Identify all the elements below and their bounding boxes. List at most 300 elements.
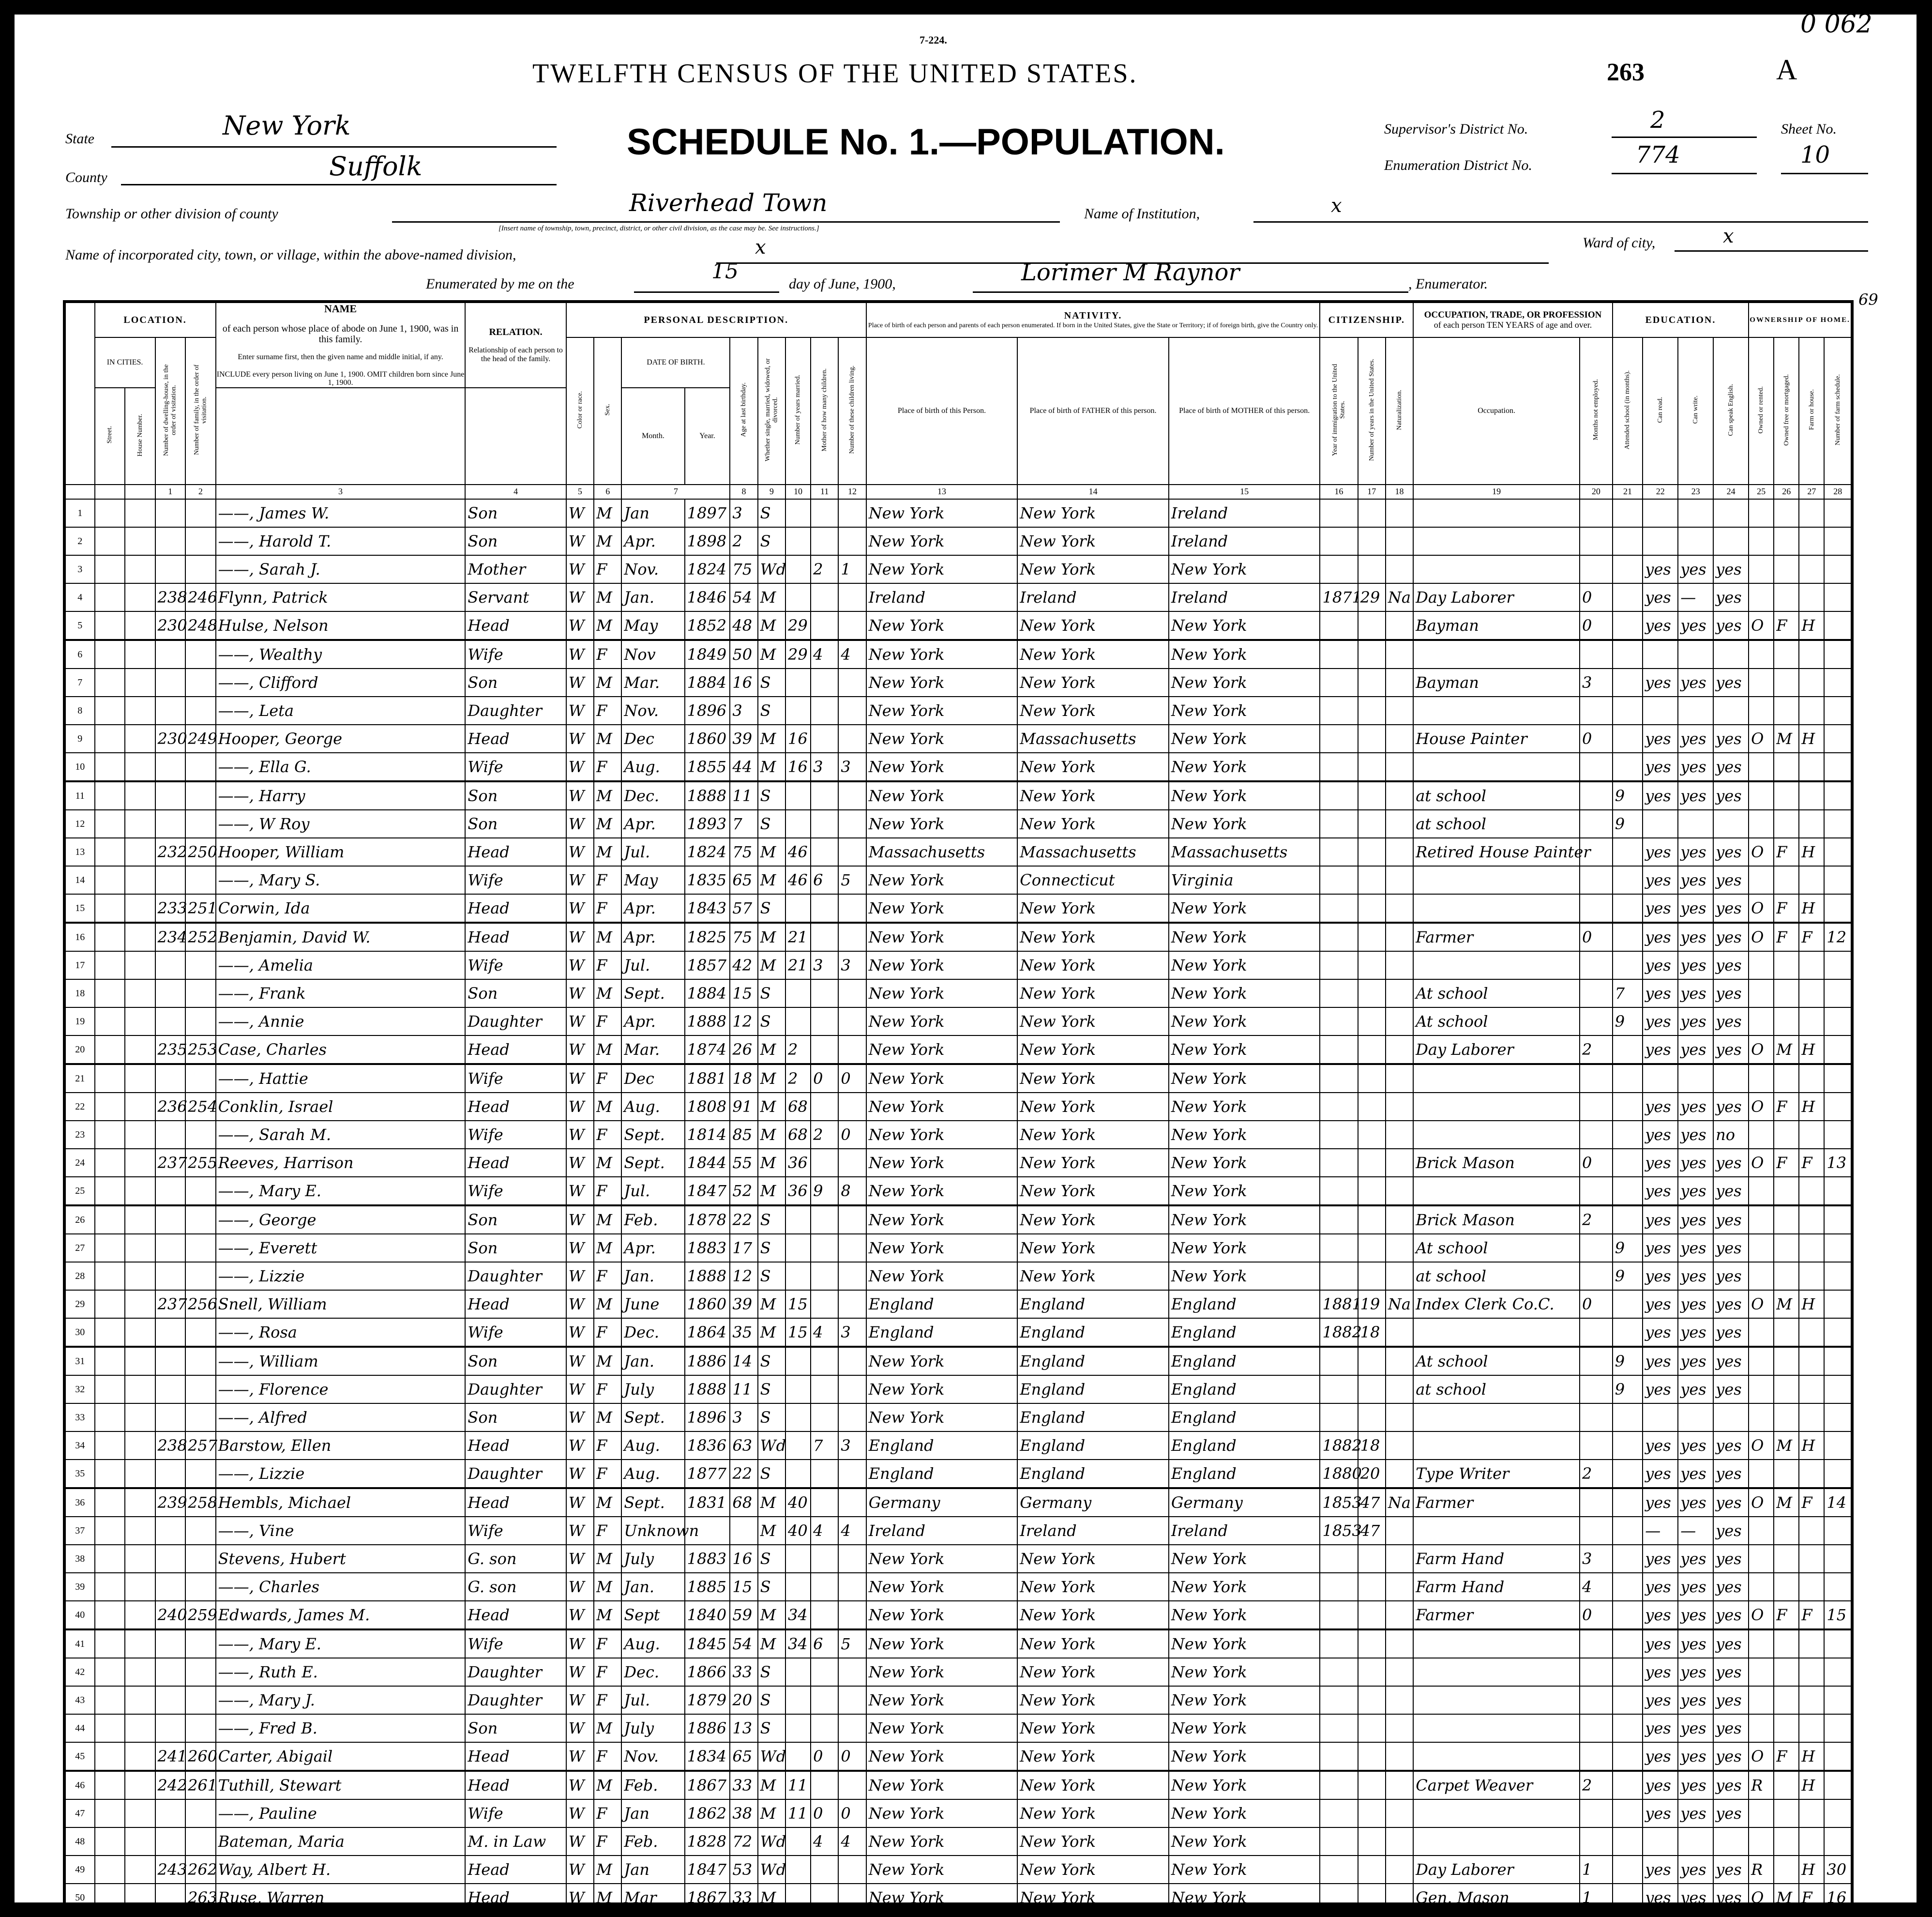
birth-month-cell: Apr. bbox=[621, 1007, 684, 1035]
relation-cell: Wife bbox=[465, 1799, 566, 1827]
sex-cell: M bbox=[594, 1149, 621, 1177]
family-number-cell: 248 bbox=[185, 611, 216, 640]
house-number-cell bbox=[125, 1347, 155, 1375]
years-married-cell: 21 bbox=[785, 951, 811, 979]
years-us-header: Number of years in the United States. bbox=[1368, 359, 1375, 461]
marital-status-cell: M bbox=[758, 866, 785, 894]
county-label: County bbox=[65, 169, 107, 185]
years-married-cell bbox=[785, 894, 811, 923]
naturalization-cell bbox=[1386, 640, 1413, 669]
immigration-year-cell: 1871 bbox=[1320, 583, 1358, 611]
farm-schedule-cell bbox=[1824, 866, 1852, 894]
farm-schedule-cell bbox=[1824, 1375, 1852, 1403]
birth-month-cell: Dec. bbox=[621, 1318, 684, 1347]
mother-of-cell bbox=[811, 1714, 838, 1742]
birthplace-father-cell: New York bbox=[1017, 640, 1169, 669]
birth-father-header: Place of birth of FATHER of this person. bbox=[1017, 337, 1169, 485]
immigration-year-cell: 1882 bbox=[1320, 1318, 1358, 1347]
mother-of-cell: 3 bbox=[811, 951, 838, 979]
birthplace-father-cell: New York bbox=[1017, 951, 1169, 979]
farm-schedule-cell bbox=[1824, 697, 1852, 725]
person-name-cell: ——, Mary E. bbox=[216, 1177, 466, 1205]
color-cell: W bbox=[566, 1262, 594, 1290]
owned-rented-cell: O bbox=[1749, 1149, 1774, 1177]
immigration-year-cell: 1853 bbox=[1320, 1517, 1358, 1545]
dwelling-number-cell bbox=[155, 1347, 186, 1375]
marital-status-cell: S bbox=[758, 697, 785, 725]
sex-cell: M bbox=[594, 1347, 621, 1375]
birthplace-father-cell: New York bbox=[1017, 1035, 1169, 1064]
immigration-year-cell bbox=[1320, 1658, 1358, 1686]
birthplace-mother-cell: New York bbox=[1169, 1629, 1320, 1658]
table-row bbox=[64, 810, 1852, 838]
mother-of-cell bbox=[811, 611, 838, 640]
months-not-employed-cell bbox=[1580, 1488, 1613, 1517]
birth-month-cell: Dec bbox=[621, 1064, 684, 1093]
naturalization-cell bbox=[1386, 725, 1413, 753]
attended-school-cell: 9 bbox=[1613, 810, 1643, 838]
can-read-cell: yes bbox=[1643, 583, 1678, 611]
attended-school-cell bbox=[1613, 1205, 1643, 1234]
person-name-cell: Benjamin, David W. bbox=[216, 923, 466, 951]
age-cell: 14 bbox=[730, 1347, 757, 1375]
years-married-cell bbox=[785, 1686, 811, 1714]
age-cell: 57 bbox=[730, 894, 757, 923]
line-number: 44 bbox=[64, 1714, 95, 1742]
line-number: 7 bbox=[64, 669, 95, 697]
birth-year-cell: 1888 bbox=[685, 1007, 730, 1035]
house-number-cell bbox=[125, 527, 155, 555]
birthplace-mother-cell: New York bbox=[1169, 810, 1320, 838]
page-number: 263 bbox=[1607, 59, 1645, 86]
table-row bbox=[64, 1121, 1852, 1149]
age-cell: 39 bbox=[730, 725, 757, 753]
free-mortgaged-cell bbox=[1774, 1827, 1799, 1856]
occupation-cell: At school bbox=[1413, 1007, 1580, 1035]
birth-month-cell: Sept. bbox=[621, 1403, 684, 1431]
line-number: 9 bbox=[64, 725, 95, 753]
birthplace-father-cell: New York bbox=[1017, 1686, 1169, 1714]
marital-status-cell: Wd bbox=[758, 1431, 785, 1460]
can-write-cell: yes bbox=[1678, 1318, 1713, 1347]
relation-cell: Daughter bbox=[465, 1460, 566, 1488]
dwelling-number-cell bbox=[155, 697, 186, 725]
sex-cell: F bbox=[594, 1742, 621, 1771]
person-name-cell: ——, Mary J. bbox=[216, 1686, 466, 1714]
naturalization-cell bbox=[1386, 1318, 1413, 1347]
line-number: 22 bbox=[64, 1093, 95, 1121]
attended-school-cell bbox=[1613, 753, 1643, 781]
birth-month-cell: Apr. bbox=[621, 527, 684, 555]
age-cell: 16 bbox=[730, 1545, 757, 1573]
birthplace-father-cell: England bbox=[1017, 1347, 1169, 1375]
sex-cell: F bbox=[594, 1827, 621, 1856]
relation-cell: Wife bbox=[465, 1629, 566, 1658]
children-living-cell bbox=[838, 499, 866, 527]
family-number-cell: 257 bbox=[185, 1431, 216, 1460]
naturalization-cell bbox=[1386, 1827, 1413, 1856]
marital-status-cell: S bbox=[758, 1205, 785, 1234]
naturalization-cell bbox=[1386, 1629, 1413, 1658]
children-living-cell: 3 bbox=[838, 1318, 866, 1347]
street-cell bbox=[95, 697, 125, 725]
person-name-cell: Ruse, Warren bbox=[216, 1884, 466, 1913]
farm-house-cell bbox=[1799, 697, 1824, 725]
immigration-year-cell bbox=[1320, 1347, 1358, 1375]
children-living-cell bbox=[838, 725, 866, 753]
line-number: 40 bbox=[64, 1601, 95, 1629]
years-married-cell bbox=[785, 1545, 811, 1573]
mother-of-cell bbox=[811, 669, 838, 697]
dwelling-number-cell bbox=[155, 1686, 186, 1714]
family-number-cell bbox=[185, 1573, 216, 1601]
age-cell: 55 bbox=[730, 1149, 757, 1177]
family-number-cell bbox=[185, 669, 216, 697]
birthplace-father-cell: New York bbox=[1017, 1093, 1169, 1121]
attended-school-cell bbox=[1613, 1573, 1643, 1601]
years-married-cell: 11 bbox=[785, 1771, 811, 1799]
free-mortgaged-cell bbox=[1774, 1347, 1799, 1375]
years-in-us-cell bbox=[1358, 1121, 1386, 1149]
birth-year-cell: 1825 bbox=[685, 923, 730, 951]
years-in-us-cell bbox=[1358, 1375, 1386, 1403]
birth-year-cell: 1883 bbox=[685, 1234, 730, 1262]
street-cell bbox=[95, 1262, 125, 1290]
years-in-us-cell bbox=[1358, 1545, 1386, 1573]
owned-rented-cell bbox=[1749, 1064, 1774, 1093]
naturalization-cell bbox=[1386, 838, 1413, 866]
birth-month-cell: Unknown bbox=[621, 1517, 684, 1545]
line-number: 20 bbox=[64, 1035, 95, 1064]
attended-school-cell bbox=[1613, 1686, 1643, 1714]
free-mortgaged-cell bbox=[1774, 1856, 1799, 1884]
occupation-cell bbox=[1413, 697, 1580, 725]
farm-house-cell: H bbox=[1799, 611, 1824, 640]
table-row bbox=[64, 1234, 1852, 1262]
birth-month-cell: Apr. bbox=[621, 810, 684, 838]
can-write-cell: yes bbox=[1678, 1742, 1713, 1771]
marital-status-cell: M bbox=[758, 1629, 785, 1658]
birth-mother-header: Place of birth of MOTHER of this person. bbox=[1169, 337, 1320, 485]
farm-schedule-cell: 16 bbox=[1824, 1884, 1852, 1913]
person-name-cell: ——, Alfred bbox=[216, 1403, 466, 1431]
years-in-us-cell bbox=[1358, 1149, 1386, 1177]
marital-status-cell: M bbox=[758, 1064, 785, 1093]
occupation-cell: Farm Hand bbox=[1413, 1573, 1580, 1601]
farm-house-cell bbox=[1799, 583, 1824, 611]
farm-house-cell bbox=[1799, 1686, 1824, 1714]
farm-schedule-cell bbox=[1824, 1035, 1852, 1064]
birthplace-person-cell: Massachusetts bbox=[866, 838, 1018, 866]
years-married-cell: 36 bbox=[785, 1149, 811, 1177]
can-write-cell: yes bbox=[1678, 555, 1713, 583]
house-number-cell bbox=[125, 1177, 155, 1205]
mother-of-cell bbox=[811, 1347, 838, 1375]
birthplace-person-cell: New York bbox=[866, 1149, 1018, 1177]
can-read-cell: yes bbox=[1643, 1035, 1678, 1064]
farm-schedule-cell bbox=[1824, 555, 1852, 583]
line-number: 23 bbox=[64, 1121, 95, 1149]
farm-schedule-cell bbox=[1824, 1121, 1852, 1149]
months-not-employed-cell bbox=[1580, 1121, 1613, 1149]
years-married-cell bbox=[785, 810, 811, 838]
occupation-cell: At school bbox=[1413, 1234, 1580, 1262]
birth-month-cell: Jan bbox=[621, 499, 684, 527]
line-number: 31 bbox=[64, 1347, 95, 1375]
mother-of-cell bbox=[811, 1601, 838, 1629]
occupation-cell: Type Writer bbox=[1413, 1460, 1580, 1488]
farm-house-cell bbox=[1799, 1799, 1824, 1827]
immigration-year-cell bbox=[1320, 1573, 1358, 1601]
months-not-employed-cell bbox=[1580, 1262, 1613, 1290]
years-married-cell bbox=[785, 1658, 811, 1686]
birth-month-cell: Aug. bbox=[621, 1629, 684, 1658]
line-number: 49 bbox=[64, 1856, 95, 1884]
line-number: 42 bbox=[64, 1658, 95, 1686]
naturalization-cell bbox=[1386, 499, 1413, 527]
owned-rented-cell: O bbox=[1749, 1488, 1774, 1517]
house-number-cell bbox=[125, 697, 155, 725]
street-cell bbox=[95, 810, 125, 838]
family-number-cell: 254 bbox=[185, 1093, 216, 1121]
free-mortgaged-cell: F bbox=[1774, 1149, 1799, 1177]
owned-rented-cell: O bbox=[1749, 1290, 1774, 1318]
person-name-cell: ——, Annie bbox=[216, 1007, 466, 1035]
street-cell bbox=[95, 1121, 125, 1149]
family-number-cell bbox=[185, 781, 216, 810]
free-mortgaged-cell bbox=[1774, 1262, 1799, 1290]
mother-of-cell: 6 bbox=[811, 1629, 838, 1658]
can-write-cell: yes bbox=[1678, 725, 1713, 753]
birth-month-cell: June bbox=[621, 1290, 684, 1318]
sex-cell: M bbox=[594, 979, 621, 1007]
immigration-year-cell bbox=[1320, 697, 1358, 725]
line-number: 12 bbox=[64, 810, 95, 838]
street-cell bbox=[95, 1149, 125, 1177]
immigration-year-cell bbox=[1320, 1799, 1358, 1827]
color-cell: W bbox=[566, 866, 594, 894]
citizenship-header: CITIZENSHIP. bbox=[1320, 302, 1413, 337]
table-row bbox=[64, 725, 1852, 753]
birth-year-cell: 1867 bbox=[685, 1884, 730, 1913]
free-mortgaged-cell bbox=[1774, 979, 1799, 1007]
marital-status-cell: S bbox=[758, 1460, 785, 1488]
person-name-cell: Snell, William bbox=[216, 1290, 466, 1318]
occupation-cell: Gen. Mason bbox=[1413, 1884, 1580, 1913]
relation-cell: Daughter bbox=[465, 1375, 566, 1403]
attended-school-cell bbox=[1613, 1403, 1643, 1431]
attended-school-cell bbox=[1613, 1064, 1643, 1093]
farm-schedule-cell: 30 bbox=[1824, 1856, 1852, 1884]
can-write-cell: yes bbox=[1678, 1121, 1713, 1149]
farm-house-cell bbox=[1799, 810, 1824, 838]
birthplace-father-cell: New York bbox=[1017, 1064, 1169, 1093]
can-write-cell: yes bbox=[1678, 1007, 1713, 1035]
relation-cell: Head bbox=[465, 1093, 566, 1121]
table-row bbox=[64, 1460, 1852, 1488]
marital-status-cell: S bbox=[758, 810, 785, 838]
can-write-cell: yes bbox=[1678, 1714, 1713, 1742]
birthplace-father-cell: New York bbox=[1017, 753, 1169, 781]
attended-school-cell bbox=[1613, 1601, 1643, 1629]
sex-cell: M bbox=[594, 1290, 621, 1318]
street-cell bbox=[95, 1064, 125, 1093]
attended-school-cell bbox=[1613, 669, 1643, 697]
months-not-employed-cell bbox=[1580, 1375, 1613, 1403]
free-mortgaged-cell bbox=[1774, 697, 1799, 725]
dwelling-number-cell: 240 bbox=[155, 1601, 186, 1629]
years-married-cell bbox=[785, 1234, 811, 1262]
color-cell: W bbox=[566, 979, 594, 1007]
owned-rented-cell bbox=[1749, 1573, 1774, 1601]
relation-cell: Head bbox=[465, 611, 566, 640]
marital-status-cell: M bbox=[758, 1771, 785, 1799]
birthplace-mother-cell: England bbox=[1169, 1460, 1320, 1488]
birthplace-mother-cell: New York bbox=[1169, 894, 1320, 923]
person-name-cell: ——, Fred B. bbox=[216, 1714, 466, 1742]
birth-year-cell: 1896 bbox=[685, 1403, 730, 1431]
street-cell bbox=[95, 1686, 125, 1714]
person-name-cell: ——, Sarah J. bbox=[216, 555, 466, 583]
birthplace-father-cell: England bbox=[1017, 1318, 1169, 1347]
relation-cell: Head bbox=[465, 1856, 566, 1884]
color-cell: W bbox=[566, 1007, 594, 1035]
birthplace-mother-cell: England bbox=[1169, 1347, 1320, 1375]
can-write-cell: yes bbox=[1678, 951, 1713, 979]
free-mortgaged-cell bbox=[1774, 1121, 1799, 1149]
marital-status-cell: S bbox=[758, 1234, 785, 1262]
birth-person-header: Place of birth of this Person. bbox=[866, 337, 1018, 485]
person-name-cell: Stevens, Hubert bbox=[216, 1545, 466, 1573]
years-married-cell bbox=[785, 499, 811, 527]
years-married-cell: 34 bbox=[785, 1601, 811, 1629]
age-cell: 85 bbox=[730, 1121, 757, 1149]
occupation-cell: Brick Mason bbox=[1413, 1149, 1580, 1177]
years-married-cell: 16 bbox=[785, 753, 811, 781]
attended-school-cell bbox=[1613, 1799, 1643, 1827]
attended-school-cell bbox=[1613, 1290, 1643, 1318]
attended-school-cell bbox=[1613, 923, 1643, 951]
occupation-cell bbox=[1413, 1517, 1580, 1545]
line-number: 15 bbox=[64, 894, 95, 923]
children-living-cell: 0 bbox=[838, 1064, 866, 1093]
mother-of-cell bbox=[811, 1290, 838, 1318]
can-write-cell: yes bbox=[1678, 923, 1713, 951]
birth-month-cell: Jul. bbox=[621, 1177, 684, 1205]
children-living-cell bbox=[838, 1234, 866, 1262]
marital-status-cell: S bbox=[758, 1545, 785, 1573]
occupation-cell bbox=[1413, 1318, 1580, 1347]
line-number-header bbox=[64, 302, 95, 485]
person-name-cell: ——, Mary S. bbox=[216, 866, 466, 894]
farm-schedule-cell bbox=[1824, 1658, 1852, 1686]
line-number: 41 bbox=[64, 1629, 95, 1658]
years-married-cell bbox=[785, 555, 811, 583]
can-read-cell: yes bbox=[1643, 1262, 1678, 1290]
can-speak-cell: yes bbox=[1713, 1629, 1749, 1658]
birthplace-mother-cell: Ireland bbox=[1169, 583, 1320, 611]
children-living-cell bbox=[838, 1545, 866, 1573]
birthplace-mother-cell: New York bbox=[1169, 669, 1320, 697]
marital-status-cell: S bbox=[758, 1403, 785, 1431]
house-number-cell bbox=[125, 1884, 155, 1913]
can-speak-cell: yes bbox=[1713, 781, 1749, 810]
can-write-cell: yes bbox=[1678, 1884, 1713, 1913]
house-number-cell bbox=[125, 1856, 155, 1884]
years-in-us-cell bbox=[1358, 1714, 1386, 1742]
farm-schedule-cell bbox=[1824, 669, 1852, 697]
person-name-cell: ——, William bbox=[216, 1347, 466, 1375]
free-mortgaged-cell: M bbox=[1774, 725, 1799, 753]
months-not-employed-cell bbox=[1580, 1799, 1613, 1827]
age-cell: 3 bbox=[730, 697, 757, 725]
farm-house-cell bbox=[1799, 1714, 1824, 1742]
street-cell bbox=[95, 1431, 125, 1460]
immigration-year-cell bbox=[1320, 753, 1358, 781]
dwelling-number-cell bbox=[155, 781, 186, 810]
dwelling-number-cell: 242 bbox=[155, 1771, 186, 1799]
enumerated-prefix: Enumerated by me on the bbox=[426, 276, 574, 292]
table-row bbox=[64, 866, 1852, 894]
age-cell: 33 bbox=[730, 1658, 757, 1686]
mother-of-cell bbox=[811, 1573, 838, 1601]
years-in-us-cell bbox=[1358, 499, 1386, 527]
street-cell bbox=[95, 1742, 125, 1771]
can-write-cell: yes bbox=[1678, 1686, 1713, 1714]
can-speak-cell: yes bbox=[1713, 1714, 1749, 1742]
dwelling-number-cell: 238 bbox=[155, 1431, 186, 1460]
age-cell: 11 bbox=[730, 781, 757, 810]
sex-cell: F bbox=[594, 697, 621, 725]
children-living-cell bbox=[838, 583, 866, 611]
house-number-cell bbox=[125, 499, 155, 527]
sex-cell: F bbox=[594, 1064, 621, 1093]
street-cell bbox=[95, 1517, 125, 1545]
sex-cell: F bbox=[594, 1121, 621, 1149]
free-mortgaged-cell bbox=[1774, 1771, 1799, 1799]
can-read-cell: yes bbox=[1643, 1573, 1678, 1601]
occupation-cell bbox=[1413, 1064, 1580, 1093]
dwelling-number-cell bbox=[155, 1121, 186, 1149]
immigration-year-cell bbox=[1320, 1884, 1358, 1913]
years-married-cell: 46 bbox=[785, 866, 811, 894]
sex-cell: F bbox=[594, 1318, 621, 1347]
can-write-cell: yes bbox=[1678, 1799, 1713, 1827]
can-speak-cell: yes bbox=[1713, 1093, 1749, 1121]
birthplace-father-cell: New York bbox=[1017, 1262, 1169, 1290]
birth-month-cell: July bbox=[621, 1545, 684, 1573]
family-number-cell bbox=[185, 1007, 216, 1035]
farm-schedule-cell: 12 bbox=[1824, 923, 1852, 951]
can-speak-cell: yes bbox=[1713, 1205, 1749, 1234]
dwelling-number-cell bbox=[155, 1827, 186, 1856]
can-write-cell: yes bbox=[1678, 866, 1713, 894]
can-speak-cell: yes bbox=[1713, 555, 1749, 583]
birthplace-mother-cell: New York bbox=[1169, 697, 1320, 725]
months-not-employed-cell bbox=[1580, 1318, 1613, 1347]
age-cell: 26 bbox=[730, 1035, 757, 1064]
person-name-cell: Hooper, William bbox=[216, 838, 466, 866]
street-cell bbox=[95, 923, 125, 951]
age-cell: 38 bbox=[730, 1799, 757, 1827]
can-read-cell bbox=[1643, 1064, 1678, 1093]
children-living-cell: 3 bbox=[838, 951, 866, 979]
birthplace-mother-cell: New York bbox=[1169, 1007, 1320, 1035]
color-cell: W bbox=[566, 1488, 594, 1517]
free-mortgaged-cell bbox=[1774, 583, 1799, 611]
can-write-header: Can write. bbox=[1692, 396, 1699, 424]
years-married-cell bbox=[785, 527, 811, 555]
